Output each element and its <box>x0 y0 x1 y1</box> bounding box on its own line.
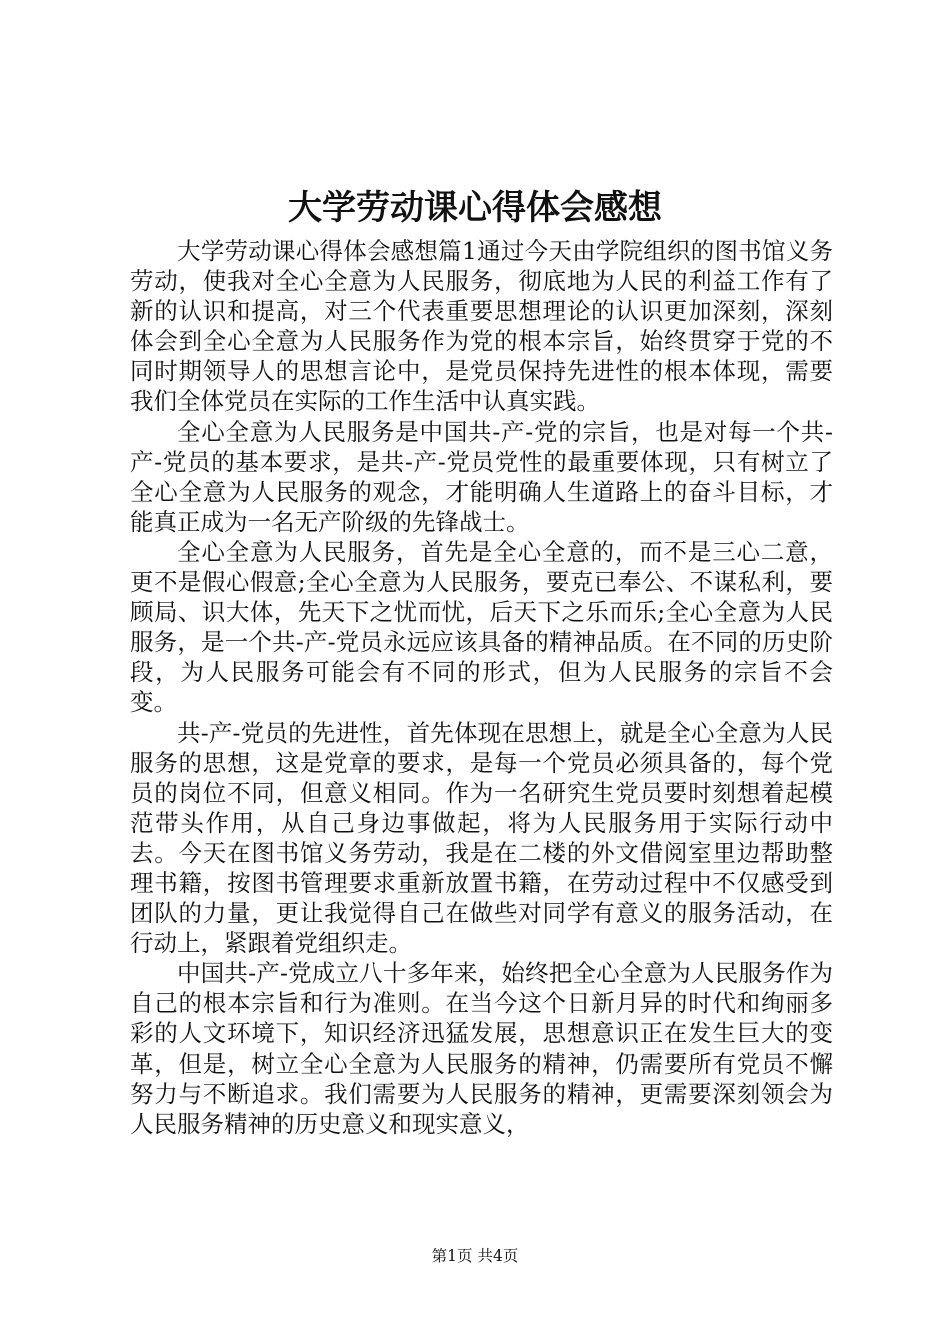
document-title: 大学劳动课心得体会感想 <box>288 188 662 228</box>
paragraph-5: 中国共-产-党成立八十多年来，始终把全心全意为人民服务作为自己的根本宗旨和行为准则。在当今这个日新月异的时代和绚丽多彩的人文环境下，知识经济迅猛发展，思想意识正在发生巨大的变革，但是，树立全心全意为人民服务的精神，仍需要所有党员不懈努力与不断追求。我们需要为人民服务的精神，更需要深刻领会为人民服务精神的历史意义和现实意义， <box>130 959 833 1138</box>
paragraph-3: 全心全意为人民服务，首先是全心全意的，而不是三心二意，更不是假心假意;全心全意为人民服务，要克已奉公、不谋私利，要顾局、识大体，先天下之忧而忧，后天下之乐而乐;全心全意为人民服务，是一个共-产-党员永远应该具备的精神品质。在不同的历史阶段，为人民服务可能会有不同的形式，但为人民服务的宗旨不会变。 <box>130 537 833 717</box>
paragraph-1: 大学劳动课心得体会感想篇1通过今天由学院组织的图书馆义务劳动，使我对全心全意为人民服务，彻底地为人民的利益工作有了新的认识和提高，对三个代表重要思想理论的认识更加深刻，深刻体会到全心全意为人民服务作为党的根本宗旨，始终贯穿于党的不同时期领导人的思想言论中，是党员保持先进性的根本体现，需要我们全体党员在实际的工作生活中认真实践。 <box>130 237 833 416</box>
document-body <box>130 236 833 1139</box>
page-footer: 第1页 共4页 <box>431 1247 519 1265</box>
paragraph-2: 全心全意为人民服务是中国共-产-党的宗旨，也是对每一个共-产-党员的基本要求，是共-产-党员党性的最重要体现，只有树立了全心全意为人民服务的观念，才能明确人生道路上的奋斗目标，才能真正成为一名无产阶级的先锋战士。 <box>130 417 833 536</box>
paragraph-4: 共-产-党员的先进性，首先体现在思想上，就是全心全意为人民服务的思想，这是党章的要求，是每一个党员必须具备的，每个党员的岗位不同，但意义相同。作为一名研究生党员要时刻想着起模范带头作用，从自己身边事做起，将为人民服务用于实际行动中去。今天在图书馆义务劳动，我是在二楼的外文借阅室里边帮助整理书籍，按图书管理要求重新放置书籍，在劳动过程中不仅感受到团队的力量，更让我觉得自己在做些对同学有意义的服务活动，在行动上，紧跟着党组织走。 <box>130 718 833 958</box>
